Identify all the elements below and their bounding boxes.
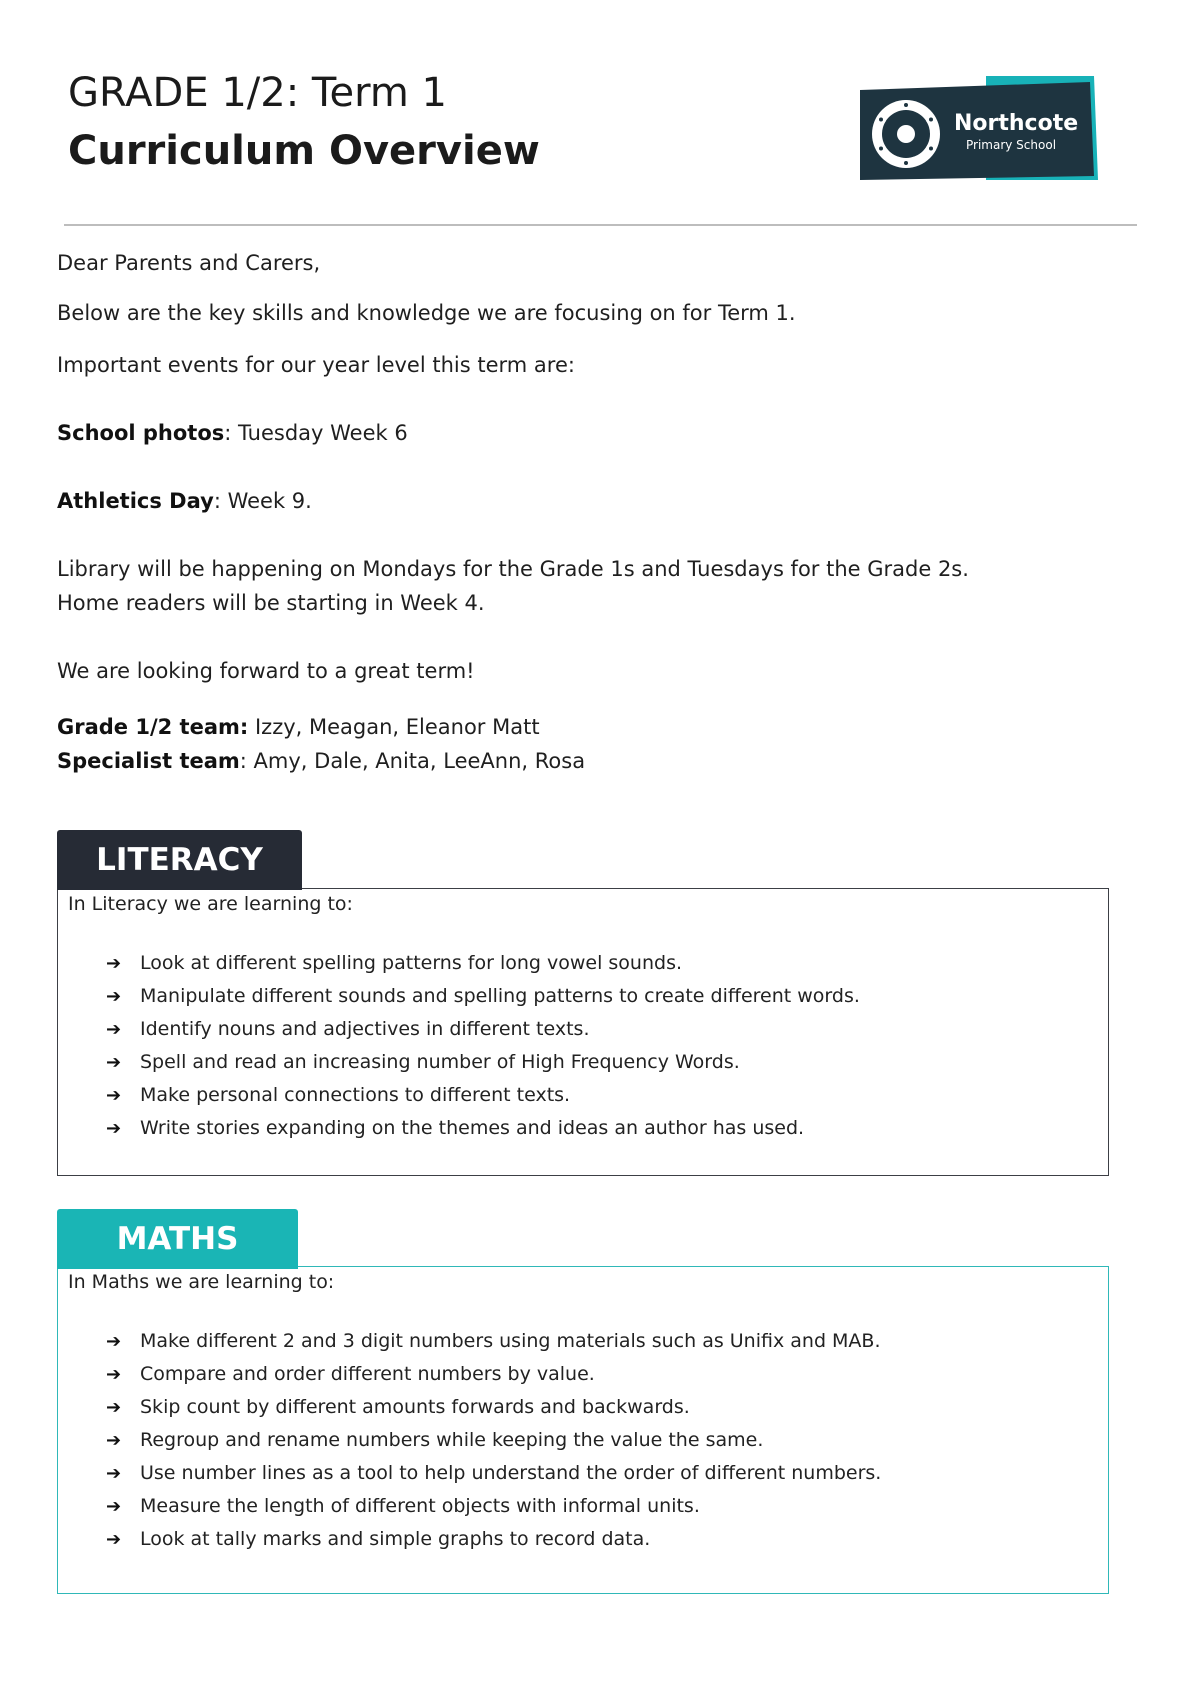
school-logo	[858, 76, 1100, 182]
list-item-text: Manipulate different sounds and spelling patterns to create different words.	[140, 985, 860, 1007]
literacy-heading: LITERACY	[57, 830, 302, 890]
arrow-right-icon: ➔	[106, 1364, 122, 1385]
maths-heading: MATHS	[57, 1209, 298, 1269]
list-item	[58, 1457, 881, 1490]
letter-greeting: Dear Parents and Carers,	[57, 251, 321, 275]
arrow-right-icon: ➔	[106, 1052, 122, 1073]
logo-school-subtitle: Primary School	[966, 138, 1057, 152]
literacy-section	[57, 830, 1109, 1176]
list-item	[58, 1112, 860, 1145]
list-item-text: Write stories expanding on the themes and ideas an author has used.	[140, 1117, 805, 1139]
grade-team	[57, 715, 540, 739]
team-label: Specialist team	[57, 749, 240, 773]
event-value: : Week 9.	[213, 489, 312, 513]
list-item-text: Look at different spelling patterns for long vowel sounds.	[140, 952, 683, 974]
logo-school-name: Northcote	[954, 111, 1079, 136]
closing-line: We are looking forward to a great term!	[57, 659, 475, 683]
list-item	[58, 1391, 881, 1424]
list-item-text: Make personal connections to different texts.	[140, 1084, 571, 1106]
arrow-right-icon: ➔	[106, 1529, 122, 1550]
header-divider	[64, 224, 1137, 226]
letter-intro: Below are the key skills and knowledge we are focusing on for Term 1.	[57, 301, 796, 325]
list-item-text: Identify nouns and adjectives in different texts.	[140, 1018, 590, 1040]
maths-section	[57, 1209, 1109, 1593]
arrow-right-icon: ➔	[106, 1019, 122, 1040]
school-emblem-icon	[872, 100, 940, 168]
event-athletics-day	[57, 489, 312, 513]
list-item	[58, 1358, 881, 1391]
maths-intro: In Maths we are learning to:	[68, 1271, 335, 1293]
list-item	[58, 1079, 860, 1112]
list-item-text: Use number lines as a tool to help understand the order of different numbers.	[140, 1462, 882, 1484]
event-label: Athletics Day	[57, 489, 214, 513]
team-members: : Amy, Dale, Anita, LeeAnn, Rosa	[239, 749, 586, 773]
list-item	[58, 1490, 881, 1523]
maths-box	[57, 1266, 1109, 1594]
arrow-right-icon: ➔	[106, 1496, 122, 1517]
arrow-right-icon: ➔	[106, 1118, 122, 1139]
library-note: Library will be happening on Mondays for the Grade 1s and Tuesdays for the Grade 2s.	[57, 557, 969, 581]
list-item	[58, 1325, 881, 1358]
literacy-list	[58, 947, 860, 1145]
list-item-text: Compare and order different numbers by value.	[140, 1363, 595, 1385]
arrow-right-icon: ➔	[106, 1463, 122, 1484]
list-item-text: Look at tally marks and simple graphs to record data.	[140, 1528, 651, 1550]
list-item	[58, 1046, 860, 1079]
arrow-right-icon: ➔	[106, 1331, 122, 1352]
event-value: : Tuesday Week 6	[224, 421, 408, 445]
arrow-right-icon: ➔	[106, 953, 122, 974]
maths-list	[58, 1325, 881, 1556]
event-label: School photos	[57, 421, 225, 445]
literacy-intro: In Literacy we are learning to:	[68, 893, 353, 915]
list-item-text: Regroup and rename numbers while keeping the value the same.	[140, 1429, 764, 1451]
home-readers-note: Home readers will be starting in Week 4.	[57, 591, 485, 615]
arrow-right-icon: ➔	[106, 986, 122, 1007]
page-subtitle: Curriculum Overview	[68, 128, 540, 174]
list-item	[58, 1523, 881, 1556]
team-label: Grade 1/2 team:	[57, 715, 249, 739]
list-item-text: Spell and read an increasing number of High Frequency Words.	[140, 1051, 740, 1073]
list-item-text: Make different 2 and 3 digit numbers using materials such as Unifix and MAB.	[140, 1330, 881, 1352]
list-item	[58, 980, 860, 1013]
list-item-text: Measure the length of different objects with informal units.	[140, 1495, 700, 1517]
event-school-photos	[57, 421, 408, 445]
specialist-team	[57, 749, 585, 773]
arrow-right-icon: ➔	[106, 1085, 122, 1106]
list-item	[58, 1013, 860, 1046]
arrow-right-icon: ➔	[106, 1430, 122, 1451]
list-item-text: Skip count by different amounts forwards and backwards.	[140, 1396, 690, 1418]
events-intro: Important events for our year level this term are:	[57, 353, 575, 377]
literacy-box	[57, 888, 1109, 1176]
list-item	[58, 1424, 881, 1457]
arrow-right-icon: ➔	[106, 1397, 122, 1418]
page-title: GRADE 1/2: Term 1	[68, 70, 448, 116]
team-members: Izzy, Meagan, Eleanor Matt	[248, 715, 540, 739]
list-item	[58, 947, 860, 980]
